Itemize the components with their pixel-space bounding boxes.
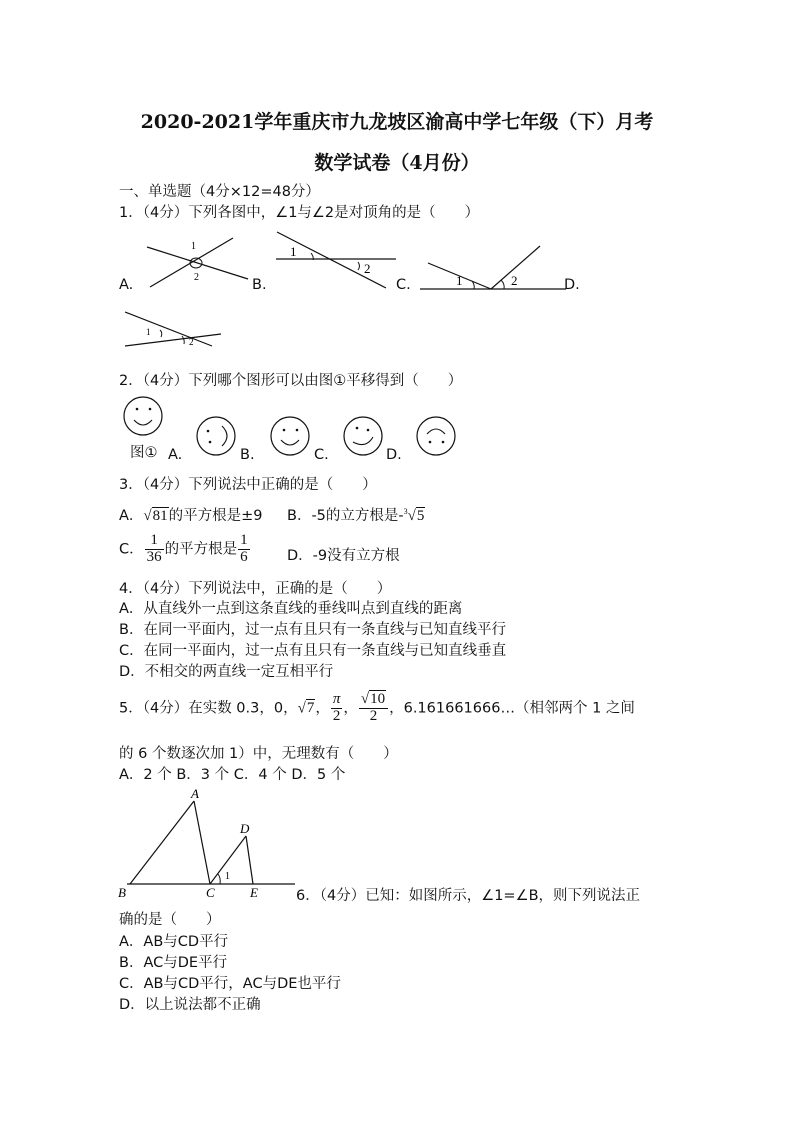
q1c-angle1-label: 1 [456, 273, 463, 288]
q6-option-b: B．AC与DE平行 [119, 955, 228, 971]
q6-point-b: B [118, 885, 126, 900]
cube-root-5: $^3$√5 [403, 507, 425, 524]
q5-s10-radicand: 10 [370, 691, 386, 707]
q1d-angle1-label: 1 [146, 327, 151, 337]
q1a-angle2-label: 2 [194, 272, 199, 283]
q6-stem-line1: 6．（4分）已知：如图所示，∠1=∠B，则下列说法正 [296, 888, 641, 904]
q1-option-d: D. [564, 277, 580, 293]
q5-stem-post: ，6.161661666…（相邻两个 1 之间 [389, 700, 635, 717]
q3c2-num: 1 [240, 532, 248, 548]
q2-option-a: A. [168, 447, 183, 463]
q6-stem-line2: 确的是（ ） [119, 912, 221, 928]
section-heading: 一、单选题（4分×12=48分） [119, 184, 320, 200]
q6-option-c: C．AB与CD平行，AC与DE也平行 [119, 976, 341, 992]
q5-sep2: ， [343, 700, 358, 717]
q3c-label: C． [119, 541, 144, 558]
q6-option-d: D．以上说法都不正确 [119, 997, 261, 1013]
q1a-angle1-label: 1 [191, 241, 196, 252]
paper-title-line2: 数学试卷（4月份） [314, 152, 480, 174]
q3b-index: 3 [403, 507, 408, 516]
q4-option-c: C．在同一平面内，过一点有且只有一条直线与已知直线垂直 [119, 643, 507, 659]
q5-pi-num: π [332, 691, 341, 707]
q5-sqrt7: 7 [306, 700, 315, 717]
q2-stem: 2．（4分）下列哪个图形可以由图①平移得到（ ） [119, 373, 463, 389]
q6-angle1-label: 1 [225, 871, 230, 882]
q3a-text: 的平方根是±9 [168, 508, 263, 524]
q3b-radicand: 5 [416, 508, 425, 524]
q5-s10-den: 2 [369, 707, 378, 724]
q3c-num: 1 [145, 533, 164, 550]
q3-stem: 3．（4分）下列说法中正确的是（ ） [119, 477, 377, 493]
sqrt-7: √7 [297, 700, 315, 717]
q1-option-a: A. [119, 277, 134, 293]
q5-stem-pre: 5．（4分）在实数 0.3，0， [119, 700, 298, 717]
q5-s10-num: √10 [359, 692, 388, 709]
q2-figure-label: 图① [130, 445, 158, 461]
q4-stem: 4．（4分）下列说法中，正确的是（ ） [119, 581, 392, 597]
q4-option-b: B．在同一平面内，过一点有且只有一条直线与已知直线平行 [119, 622, 506, 638]
q6-option-a: A．AB与CD平行 [119, 934, 229, 950]
paper-title-line1: 2020-2021学年重庆市九龙坡区渝高中学七年级（下）月考 [140, 111, 654, 133]
q5-options: A．2 个 B．3 个 C．4 个 D．5 个 [119, 767, 346, 783]
q3-option-d: D．-9没有立方根 [287, 548, 400, 564]
q6-point-a: A [191, 786, 199, 801]
q1b-angle2-label: 2 [364, 261, 371, 276]
q1b-angle1-label: 1 [290, 244, 297, 259]
q3a-label: A． [119, 508, 144, 524]
q6-point-c: C [206, 885, 215, 900]
sqrt-81: √81 [143, 508, 168, 524]
q4-option-a: A．从直线外一点到这条直线的垂线叫点到直线的距离 [119, 601, 463, 617]
q6-point-d: D [240, 821, 250, 836]
q3a-radicand: 81 [152, 508, 168, 524]
q1-option-b: B. [252, 277, 267, 293]
q2-option-c: C. [314, 447, 329, 463]
q1-stem: 1．（4分）下列各图中，∠1与∠2是对顶角的是（ ） [119, 205, 480, 221]
q6-point-e: E [250, 885, 258, 900]
q4-option-d: D．不相交的两直线一定互相平行 [119, 664, 334, 680]
q2-option-b: B. [240, 447, 255, 463]
q2-option-d: D. [386, 447, 402, 463]
q3b-text: B．-5的立方根是- [287, 508, 404, 524]
q1c-angle2-label: 2 [511, 273, 518, 288]
q5-pi-den: 2 [332, 707, 341, 724]
q1-option-c: C. [396, 277, 411, 293]
q3c-den: 36 [146, 548, 162, 565]
q3c-text: 的平方根是 [164, 541, 238, 558]
q3c2-den: 6 [240, 548, 248, 565]
q1d-angle2-label: 2 [189, 337, 194, 347]
q5-stem-line2: 的 6 个数逐次加 1）中，无理数有（ ） [119, 746, 398, 762]
q5-sep1: ， [315, 700, 330, 717]
